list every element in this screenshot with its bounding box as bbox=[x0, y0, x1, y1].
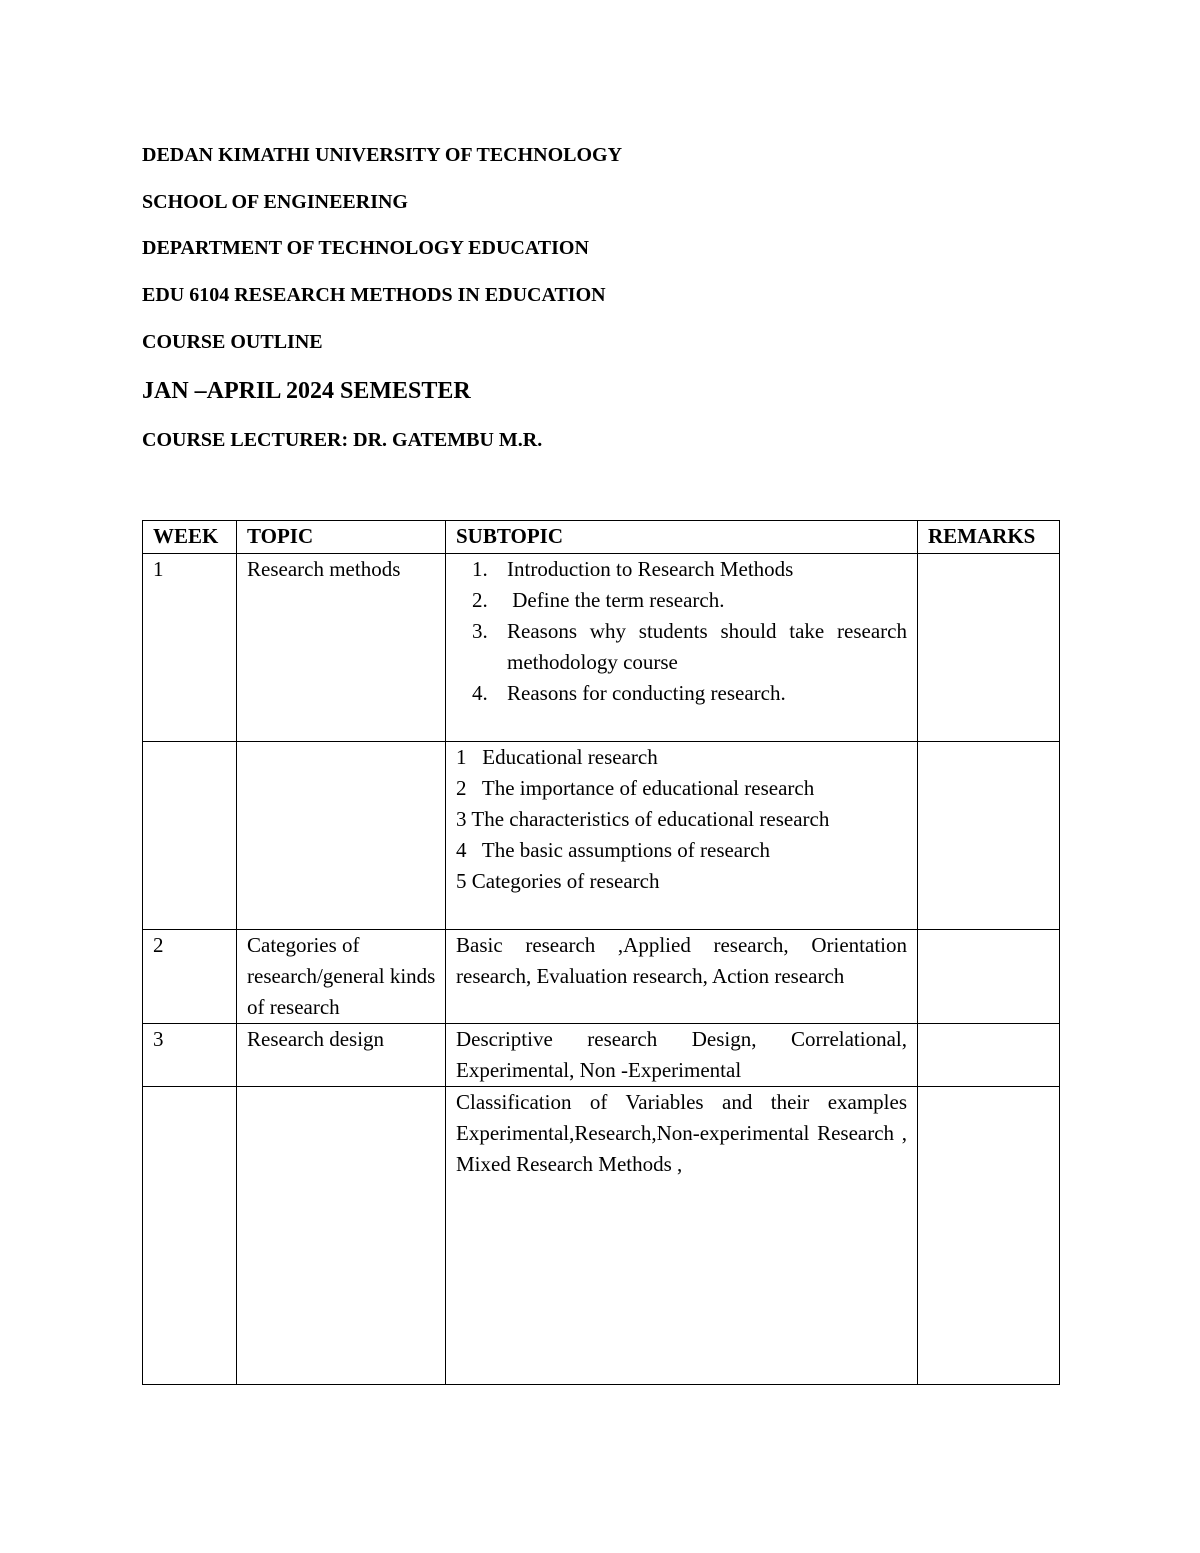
remarks-cell bbox=[918, 930, 1060, 1024]
course-outline-table bbox=[142, 520, 1060, 1385]
table-row bbox=[143, 742, 1060, 930]
semester-title: JAN –APRIL 2024 SEMESTER bbox=[142, 378, 471, 404]
subtopic-cell: Classification of Variables and their examples Experimental,Research,Non-experimental Research , Mixed Research Methods , bbox=[446, 1087, 918, 1385]
table-header-row bbox=[143, 521, 1060, 554]
topic-cell: Categories of research/general kinds of research bbox=[237, 930, 446, 1024]
remarks-cell bbox=[918, 742, 1060, 930]
week-cell bbox=[143, 742, 237, 930]
week-cell: 3 bbox=[143, 1024, 237, 1087]
subtopic-cell bbox=[446, 554, 918, 742]
course-lecturer: COURSE LECTURER: DR. GATEMBU M.R. bbox=[142, 429, 543, 451]
subtopic-item: 2. Define the term research. bbox=[472, 588, 725, 612]
subtopic-item: 1. Introduction to Research Methods bbox=[472, 557, 794, 581]
subtopic-line: 2 The importance of educational research bbox=[456, 776, 815, 800]
subtopic-line: 4 The basic assumptions of research bbox=[456, 838, 770, 862]
week-cell: 2 bbox=[143, 930, 237, 1024]
subtopic-item: 3. Reasons why students should take research methodology course bbox=[472, 619, 907, 674]
school-name: SCHOOL OF ENGINEERING bbox=[142, 191, 408, 213]
university-name: DEDAN KIMATHI UNIVERSITY OF TECHNOLOGY bbox=[142, 144, 623, 166]
topic-cell: Research design bbox=[237, 1024, 446, 1087]
subtopic-cell bbox=[446, 742, 918, 930]
topic-cell bbox=[237, 742, 446, 930]
table-row bbox=[143, 930, 1060, 1024]
table-row bbox=[143, 1024, 1060, 1087]
course-title: EDU 6104 RESEARCH METHODS IN EDUCATION bbox=[142, 284, 606, 306]
subtopic-line: 1 Educational research bbox=[456, 745, 658, 769]
remarks-cell bbox=[918, 1087, 1060, 1385]
topic-cell: Research methods bbox=[237, 554, 446, 742]
document-type: COURSE OUTLINE bbox=[142, 331, 323, 353]
remarks-cell bbox=[918, 1024, 1060, 1087]
table-row bbox=[143, 554, 1060, 742]
column-header-topic: TOPIC bbox=[237, 521, 446, 554]
subtopic-line: 5 Categories of research bbox=[456, 869, 660, 893]
subtopic-cell: Descriptive research Design, Correlational, Experimental, Non -Experimental bbox=[446, 1024, 918, 1087]
column-header-subtopic: SUBTOPIC bbox=[446, 521, 918, 554]
topic-cell bbox=[237, 1087, 446, 1385]
department-name: DEPARTMENT OF TECHNOLOGY EDUCATION bbox=[142, 237, 589, 259]
week-cell: 1 bbox=[143, 554, 237, 742]
remarks-cell bbox=[918, 554, 1060, 742]
subtopic-list bbox=[446, 554, 917, 709]
week-cell bbox=[143, 1087, 237, 1385]
column-header-week: WEEK bbox=[143, 521, 237, 554]
subtopic-cell: Basic research ,Applied research, Orientation research, Evaluation research, Action research bbox=[446, 930, 918, 1024]
column-header-remarks: REMARKS bbox=[918, 521, 1060, 554]
subtopic-line: 3 The characteristics of educational research bbox=[456, 807, 830, 831]
subtopic-item: 4. Reasons for conducting research. bbox=[472, 681, 786, 705]
table-row bbox=[143, 1087, 1060, 1385]
